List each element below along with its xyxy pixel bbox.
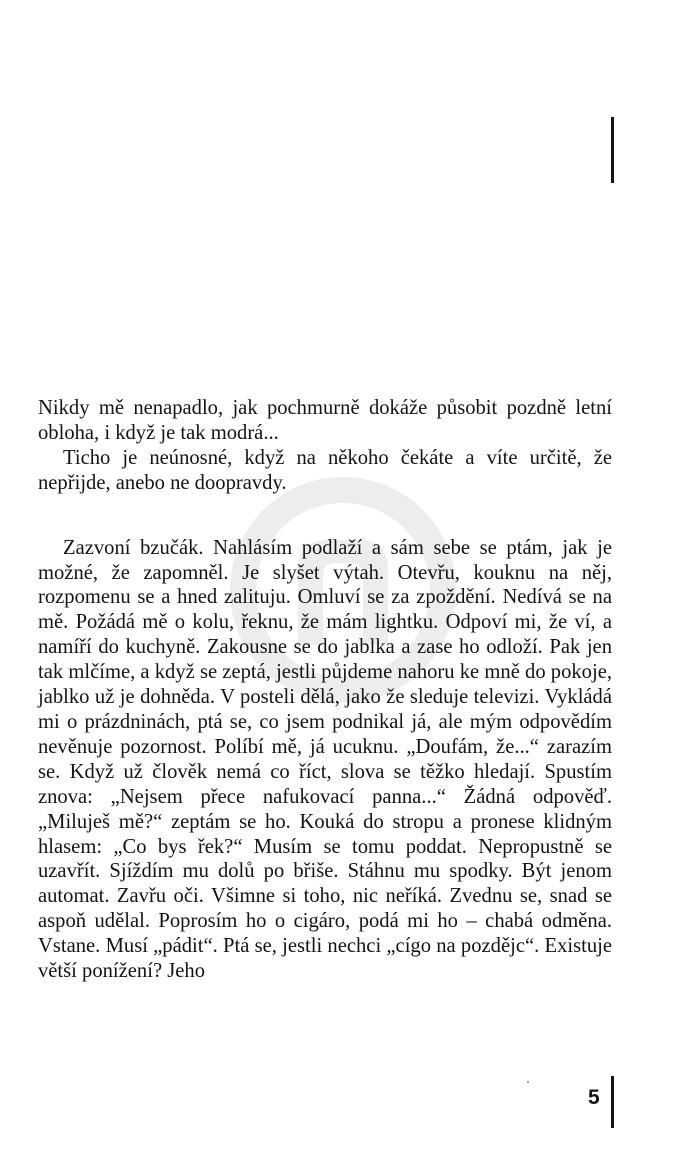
body-text <box>38 396 612 984</box>
print-speck <box>527 1081 529 1083</box>
page-number-rule <box>611 1076 614 1128</box>
paragraph-2: Ticho je neúnosné, když na někoho čekáte a víte určitě, že nepřijde, anebo ne doopravdy. <box>38 446 612 494</box>
page-number: 5 <box>588 1086 600 1109</box>
paragraph-1: Nikdy mě nenapadlo, jak pochmurně dokáže působit pozdně letní obloha, i když je tak modrá... <box>38 397 612 444</box>
paragraph-3: Zazvoní bzučák. Nahlásím podlaží a sám sebe se ptám, jak je možné, že zapomněl. Je slyšet výtah. Otevřu, kouknu na něj, rozpomenu se a hned zalituju. Omluví se za zpoždění. Nedívá se na mě. Požádá mě o kolu, řeknu, že mám lightku. Odpoví mi, že ví, a namíří do kuchyně. Zakousne se do jablka a zase ho odloží. Pak jen tak mlčíme, a když se zeptá, jestli půjdeme nahoru ke mně do pokoje, jablko už je dohněda. V posteli dělá, jako že sleduje televizi. Vykládá mi o prázdninách, ptá se, co jsem podnikal já, ale mým odpovědím nevěnuje pozornost. Políbí mě, já ucuknu. „Doufám, že...“ zarazím se. Když už člověk nemá co říct, slova se těžko hledají. Spustím znova: „Nejsem přece nafukovací panna...“ Žádná odpověď. „Miluješ mě?“ zeptám se ho. Kouká do stropu a pronese klidným hlasem: „Co bys řek?“ Musím se tomu poddat. Nepropustně se uzavřít. Sjíždím mu dolů po břiše. Stáhnu mu spodky. Být jenom automat. Zavřu oči. Všimne si toho, nic neříká. Zvednu se, snad se aspoň udělal. Poprosím ho o cigáro, podá mi ho – chabá odměna. Vstane. Musí „pádit“. Ptá se, jestli nechci „cígo na pozdějc“. Existuje větší ponížení? Jeho <box>38 536 612 983</box>
chapter-marker-rule <box>611 117 614 183</box>
